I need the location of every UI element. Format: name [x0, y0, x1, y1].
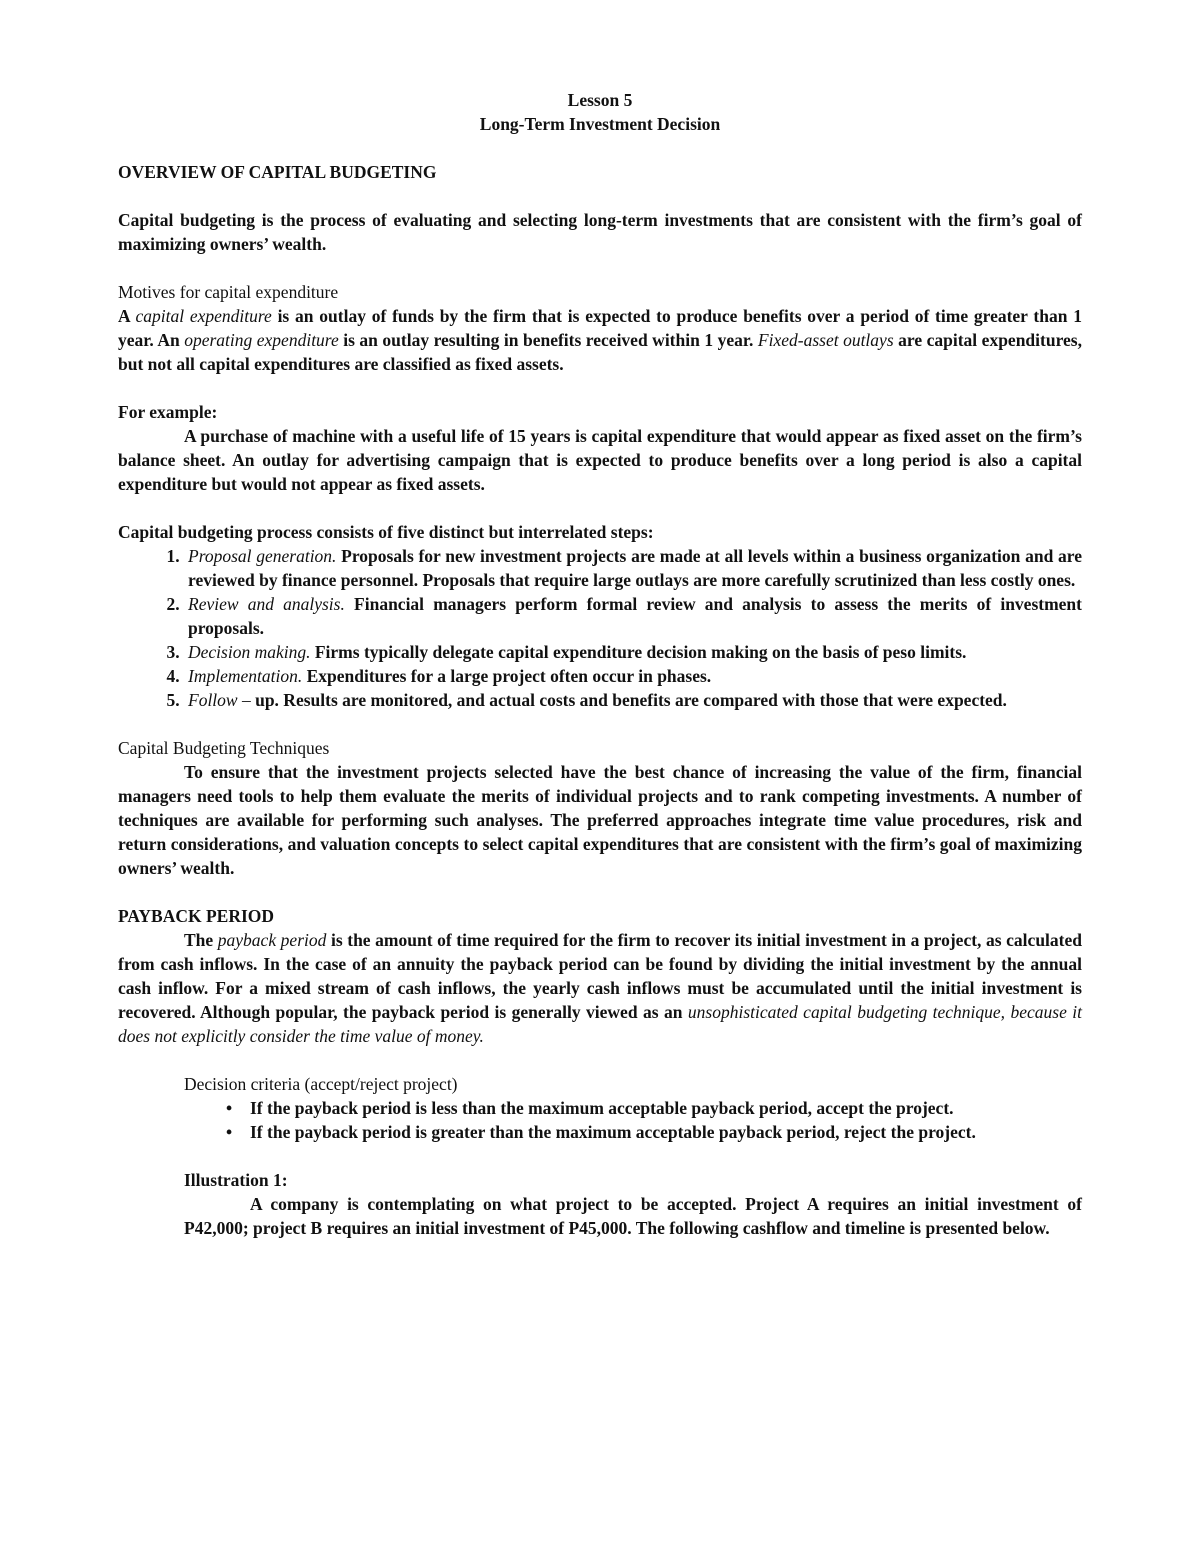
illustration-paragraph: A company is contemplating on what project to be accepted. Project A requires an initial investment of P42,000; project B requires an initial investment of P45,000. The following cashflow and timeline is presented below. [184, 1194, 1082, 1238]
list-item: 5. Follow – up. Results are monitored, and actual costs and benefits are compared with those that were expected. [184, 688, 1082, 712]
techniques-heading: Capital Budgeting Techniques [118, 738, 330, 758]
capex-term: capital expenditure [135, 306, 272, 326]
example-heading: For example: [118, 402, 218, 422]
opex-term: operating expenditure [184, 330, 339, 350]
bullet-icon: • [226, 1098, 233, 1118]
lesson-title: Long-Term Investment Decision [479, 114, 721, 134]
list-item: 1. Proposal generation. Proposals for new investment projects are made at all levels within a business organization and are reviewed by finance personnel. Proposals that require large outlays are more carefully scrutinized than less costly ones. [184, 544, 1082, 592]
payback-term: payback period [217, 930, 327, 950]
criteria-list [118, 1096, 1082, 1144]
payback-heading: PAYBACK PERIOD [118, 906, 275, 926]
fixed-asset-term: Fixed-asset outlays [757, 330, 894, 350]
payback-paragraph: The payback period is the amount of time required for the firm to recover its initial investment in a project, as calculated from cash inflows. In the case of an annuity the payback period can be found by dividing the initial investment by the annual cash inflow. For a mixed stream of cash inflows, the yearly cash inflows must be accumulated until the initial investment is recovered. Although popular, the payback period is generally viewed as an unsophisticated capital budgeting technique, because it does not explicitly consider the time value of money. [118, 930, 1082, 1046]
bullet-icon: • [226, 1122, 233, 1142]
list-item: • If the payback period is greater than the maximum acceptable payback period, reject the project. [226, 1122, 976, 1142]
overview-heading: OVERVIEW OF CAPITAL BUDGETING [118, 162, 437, 182]
illustration-heading: Illustration 1: [184, 1170, 288, 1190]
techniques-paragraph: To ensure that the investment projects selected have the best chance of increasing the value of the firm, financial managers need tools to help them evaluate the merits of individual projects and to rank competing investments. A number of techniques are available for performing such analyses. The preferred approaches integrate time value procedures, risk and return considerations, and valuation concepts to select capital expenditures that are consistent with the firm’s goal of maximizing owners’ wealth. [118, 762, 1082, 878]
process-intro: Capital budgeting process consists of five distinct but interrelated steps: [118, 522, 654, 542]
motives-paragraph: A capital expenditure is an outlay of funds by the firm that is expected to produce benefits over a period of time greater than 1 year. An operating expenditure is an outlay resulting in benefits received within 1 year. Fixed-asset outlays are capital expenditures, but not all capital expenditures are classified as fixed assets. [118, 306, 1082, 374]
document-page [118, 88, 1082, 1240]
list-item: 3. Decision making. Firms typically delegate capital expenditure decision making on the basis of peso limits. [184, 640, 1082, 664]
lesson-number: Lesson 5 [567, 90, 633, 110]
list-item: 4. Implementation. Expenditures for a large project often occur in phases. [184, 664, 1082, 688]
motives-heading: Motives for capital expenditure [118, 282, 339, 302]
list-item: • If the payback period is less than the maximum acceptable payback period, accept the project. [226, 1098, 954, 1118]
payback-italic-note: unsophisticated capital budgeting technique, because it does not explicitly consider the time value of money. [118, 1002, 1082, 1046]
process-steps-list [118, 544, 1082, 712]
list-item: 2. Review and analysis. Financial managers perform formal review and analysis to assess the merits of investment proposals. [184, 592, 1082, 640]
example-paragraph: A purchase of machine with a useful life of 15 years is capital expenditure that would appear as fixed asset on the firm’s balance sheet. An outlay for advertising campaign that is expected to produce benefits over a long period is also a capital expenditure but would not appear as fixed assets. [118, 426, 1082, 494]
criteria-heading: Decision criteria (accept/reject project) [184, 1074, 458, 1094]
overview-definition: Capital budgeting is the process of evaluating and selecting long-term investments that are consistent with the firm’s goal of maximizing owners’ wealth. [118, 210, 1082, 254]
